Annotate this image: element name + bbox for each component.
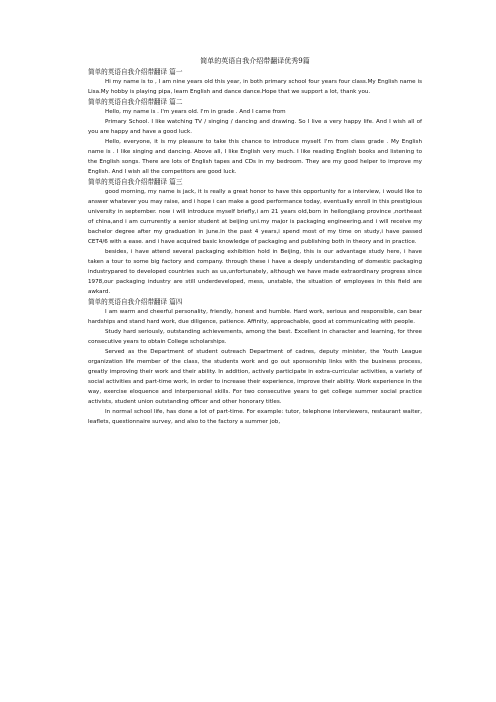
paragraph: Hi my name is to , I am nine years old this year, in both primary school four years four class.My English name is Lisa.My hobby is playing pipa, learn English and dance dance.Hope that we support a lot, thank you.: [88, 79, 422, 95]
section-heading-1: 简单的英语自我介绍带翻译 篇一: [88, 68, 183, 76]
paragraph: Served as the Department of student outreach Department of cadres, deputy minister, the Youth League organization life member of the class, the students work and go out sponsorship links with the business process, greatly improving their work and their ability. In addition, actively participate in extra-curricular activities, a variety of social activities and part-time work, in order to increase their experience, improve their ability. Work experience in the way, exercise eloquence and interpersonal skills. For two consecutive years to get college summer social practice activists, student union outstanding officer and other honorary titles.: [88, 349, 422, 405]
paragraph: In normal school life, has done a lot of part-time. For example: tutor, telephone interviewers, restaurant waiter, leaflets, questionnaire survey, and also to the factory a summer job,: [88, 409, 422, 425]
paragraph: Hello, everyone, it is my pleasure to take this chance to introduce myself. I'm from class grade . My English name is . I like singing and dancing. Above all, I like English very much. I like reading English books and listening to the English songs. There are lots of English tapes and CDs in my bedroom. They are my good helper to improve my English. And I wish all the competitors are good luck.: [88, 139, 422, 175]
section-heading-3: 简单的英语自我介绍带翻译 篇三: [88, 178, 183, 186]
paragraph: Hello, my name is . I'm years old. I'm in grade . And I came from: [105, 109, 286, 115]
paragraph: Study hard seriously, outstanding achievements, among the best. Excellent in character and learning, for three consecutive years to obtain College scholarships.: [88, 329, 422, 345]
paragraph: I am warm and cheerful personality, friendly, honest and humble. Hard work, serious and responsible, can bear hardships and stand hard work, due diligence, patience. Affinity, approachable, good at communicating with people.: [88, 309, 422, 325]
document-page: [88, 56, 422, 427]
paragraph: good morning, my name is jack, it is really a great honor to have this opportunity for a interview, i would like to answer whatever you may raise, and i hope i can make a good performance today, eventually enroll in this prestigious university in september. now i will introduce myself briefly,i am 21 years old,born in heilongjiang province ,northeast of china,and i am currurently a senior student at beijing uni.my major is packaging engineering.and i will receive my bachelor degree after my graduation in june.in the past 4 years,i spend most of my time on study,i have passed CET4/6 with a ease. and i have acquired basic knowledge of packaging and publishing both in theory and in practice.: [88, 189, 422, 245]
section-heading-2: 简单的英语自我介绍带翻译 篇二: [88, 98, 183, 106]
paragraph: Primary School. I like watching TV / singing / dancing and drawing. So I live a very happy life. And I wish all of you are happy and have a good luck.: [88, 119, 422, 135]
section-heading-4: 简单的英语自我介绍带翻译 篇四: [88, 298, 183, 306]
document-title: 简单的英语自我介绍带翻译优秀9篇: [200, 57, 310, 65]
paragraph: besides, i have attend several packaging exhibition hold in Beijing, this is our advantage study here, i have taken a tour to some big factory and company. through these i have a deeply understanding of domestic packaging industrypared to developed countries such as us,unfortunately, although we have made extraordinary progress since 1978,our packaging industry are still underdeveloped, mess, unstable, the situation of employees in this field are awkard.: [88, 249, 422, 295]
